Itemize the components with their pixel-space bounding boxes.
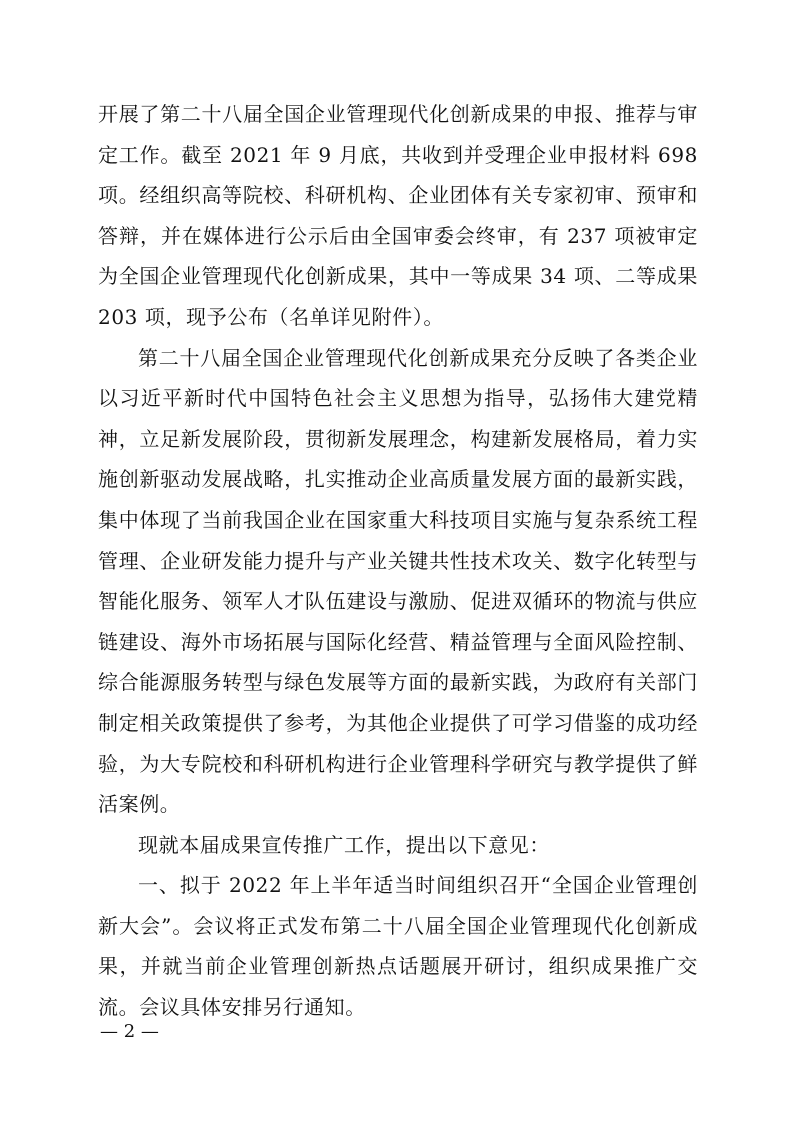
paragraph-continued: 开展了第二十八届全国企业管理现代化创新成果的申报、推荐与审定工作。截至 2021 年 9 月底，共收到并受理企业申报材料 698 项。经组织高等院校、科研机构、企业团体有关专家初审、预审和答辩，并在媒体进行公示后由全国审委会终审，有 237 项被审定为全国企业管理现代化创新成果，其中一等成果 34 项、二等成果 203 项，现予公布（名单详见附件）。 [98, 102, 698, 329]
paragraph-innovation-achievements: 第二十八届全国企业管理现代化创新成果充分反映了各类企业以习近平新时代中国特色社会主义思想为指导，弘扬伟大建党精神，立足新发展阶段，贯彻新发展理念，构建新发展格局，着力实施创新驱动发展战略，扎实推动企业高质量发展方面的最新实践，集中体现了当前我国企业在国家重大科技项目实施与复杂系统工程管理、企业研发能力提升与产业关键共性技术攻关、数字化转型与智能化服务、领军人才队伍建设与激励、促进双循环的物流与供应链建设、海外市场拓展与国际化经营、精益管理与全面风险控制、综合能源服务转型与绿色发展等方面的最新实践，为政府有关部门制定相关政策提供了参考，为其他企业提供了可学习借鉴的成功经验，为大专院校和科研机构进行企业管理科学研究与教学提供了鲜活案例。 [98, 345, 698, 817]
paragraph-item-one: 一、拟于 2022 年上半年适当时间组织召开“全国企业管理创新大会”。会议将正式发布第二十八届全国企业管理现代化创新成果，并就当前企业管理创新热点话题展开研讨，组织成果推广交流。会议具体安排另行通知。 [98, 873, 698, 1020]
page-number: — 2 — [100, 1021, 159, 1042]
paragraph-promotion-intro: 现就本届成果宣传推广工作，提出以下意见： [138, 832, 550, 857]
document-body [98, 94, 698, 1028]
